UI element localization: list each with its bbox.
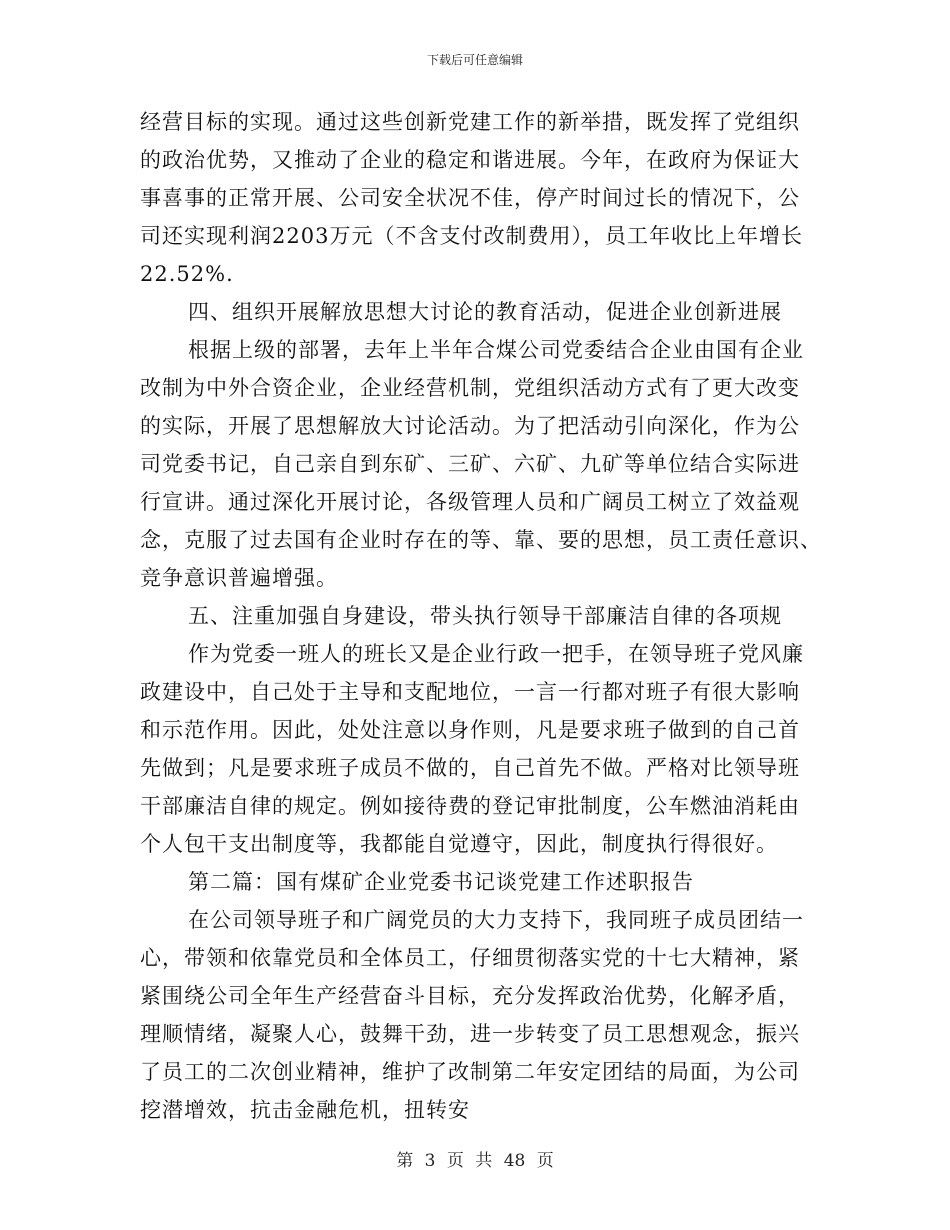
text-line: 经营目标的实现。通过这些创新党建工作的新举措，既发挥了党组织 xyxy=(140,110,800,134)
text-line: 和示范作用。因此，处处注意以身作则，凡是要求班子做到的自己首 xyxy=(140,718,800,742)
text-line: 的政治优势，又推动了企业的稳定和谐进展。今年，在政府为保证大 xyxy=(140,148,800,172)
text-line: 挖潜增效，抗击金融危机，扭转安 xyxy=(140,1098,470,1122)
text-line: 理顺情绪，凝聚人心，鼓舞干劲，进一步转变了员工思想观念，振兴 xyxy=(140,1022,800,1046)
text-line: 司还实现利润2203万元（不含支付改制费用），员工年收比上年增长 xyxy=(140,224,803,248)
text-line: 改制为中外合资企业，企业经营机制，党组织活动方式有了更大改变 xyxy=(140,376,800,400)
text-line: 在公司领导班子和广阔党员的大力支持下，我同班子成员团结一 xyxy=(188,908,804,932)
text-line: 先做到；凡是要求班子成员不做的，自己首先不做。严格对比领导班 xyxy=(140,756,800,780)
text-line: 了员工的二次创业精神，维护了改制第二年安定团结的局面，为公司 xyxy=(140,1060,800,1084)
text-line: 行宣讲。通过深化开展讨论，各级管理人员和广阔员工树立了效益观 xyxy=(140,490,800,514)
page-header: 下载后可任意编辑 xyxy=(426,53,523,67)
text-line: 念，克服了过去国有企业时存在的等、靠、要的思想，员工责任意识、 xyxy=(140,528,822,552)
text-line: 根据上级的部署，去年上半年合煤公司党委结合企业由国有企业 xyxy=(188,338,804,362)
text-line: 五、注重加强自身建设，带头执行领导干部廉洁自律的各项规 xyxy=(188,604,782,628)
text-line: 心，带领和依靠党员和全体员工，仔细贯彻落实党的十七大精神，紧 xyxy=(140,946,800,970)
text-line: 竞争意识普遍增强。 xyxy=(140,566,338,590)
text-line: 的实际，开展了思想解放大讨论活动。为了把活动引向深化，作为公 xyxy=(140,414,800,438)
text-line: 四、组织开展解放思想大讨论的教育活动，促进企业创新进展 xyxy=(188,300,782,324)
text-line: 作为党委一班人的班长又是企业行政一把手，在领导班子党风廉 xyxy=(188,642,804,666)
text-line: 事喜事的正常开展、公司安全状况不佳，停产时间过长的情况下，公 xyxy=(140,186,800,210)
page-footer: 第 3 页 共 48 页 xyxy=(396,1151,554,1171)
text-line: 22.52%. xyxy=(140,262,234,286)
text-line: 紧围绕公司全年生产经营奋斗目标，充分发挥政治优势，化解矛盾， xyxy=(140,984,800,1008)
text-line: 司党委书记，自己亲自到东矿、三矿、六矿、九矿等单位结合实际进 xyxy=(140,452,800,476)
text-line: 干部廉洁自律的规定。例如接待费的登记审批制度，公车燃油消耗由 xyxy=(140,794,800,818)
text-line: 第二篇：国有煤矿企业党委书记谈党建工作述职报告 xyxy=(188,870,694,894)
document-body xyxy=(140,103,822,1129)
text-line: 政建设中，自己处于主导和支配地位，一言一行都对班子有很大影响 xyxy=(140,680,800,704)
text-line: 个人包干支出制度等，我都能自觉遵守，因此，制度执行得很好。 xyxy=(140,832,778,856)
